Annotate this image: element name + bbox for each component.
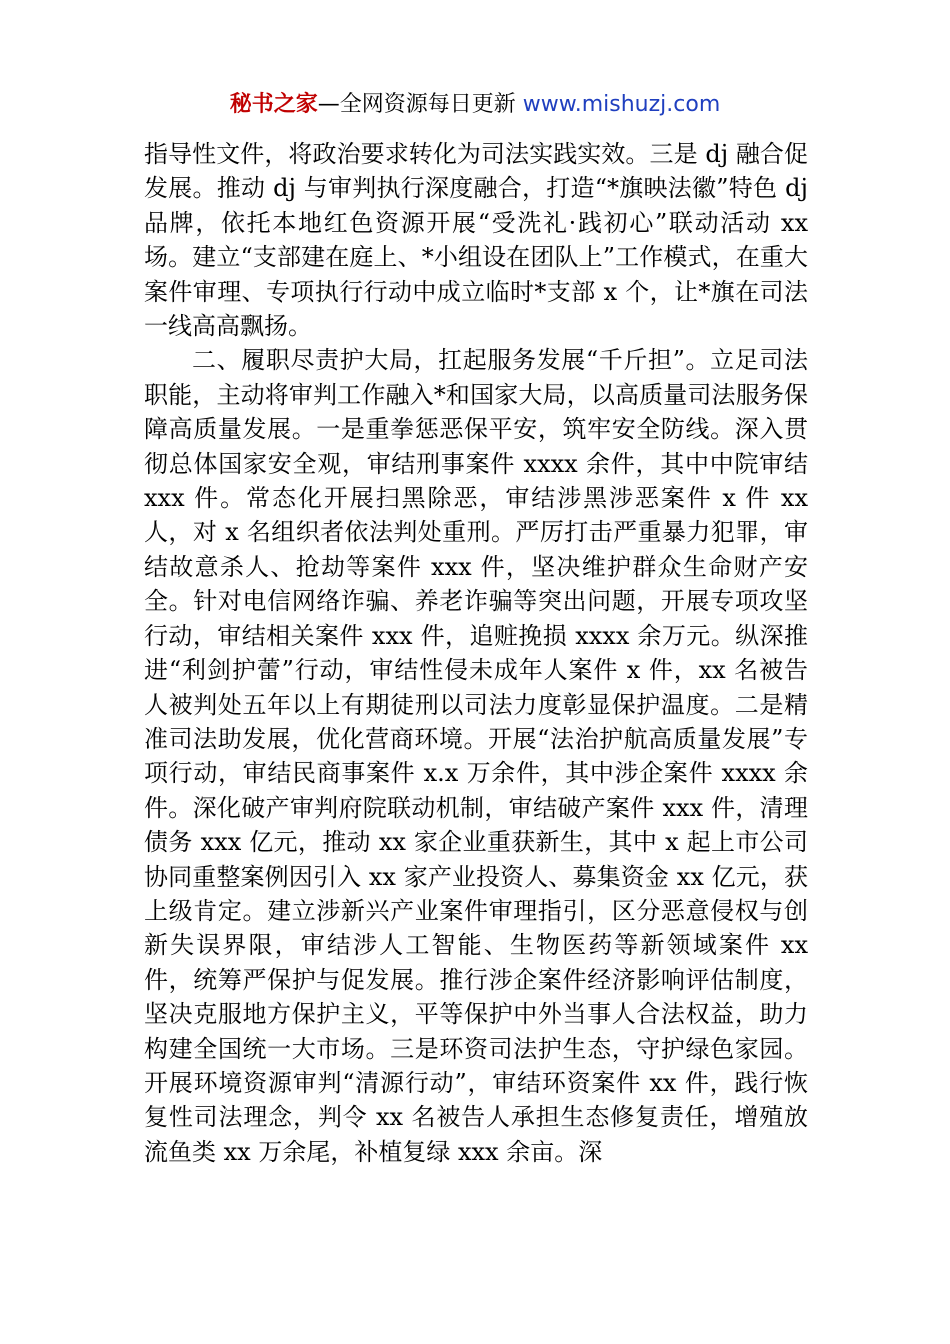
site-header — [0, 88, 950, 122]
site-url-link[interactable]: www.mishuzj.com — [522, 92, 721, 117]
document-body — [144, 137, 808, 1169]
paragraph-continuation: 指导性文件，将政治要求转化为司法实践实效。三是 dj 融合促发展。推动 dj 与审判执行深度融合，打造“*旗映法徽”特色 dj 品牌，依托本地红色资源开展“受洗礼·践初心”联动活动 xx 场。建立“支部建在庭上、*小组设在团队上”工作模式，在重大案件审理、专项执行行动中成立临时*支部 x 个，让*旗在司法一线高高飘扬。 — [144, 140, 808, 341]
brand-name: 秘书之家 — [229, 92, 318, 117]
header-tagline: —全网资源每日更新 — [317, 92, 523, 117]
paragraph-section-two: 二、履职尽责护大局，扛起服务发展“千斤担”。立足司法职能，主动将审判工作融入*和国家大局，以高质量司法服务保障高质量发展。一是重拳惩恶保平安，筑牢安全防线。深入贯彻总体国家安全观，审结刑事案件 xxxx 余件，其中中院审结 xxx 件。常态化开展扫黑除恶，审结涉黑涉恶案件 x 件 xx 人，对 x 名组织者依法判处重刑。严厉打击严重暴力犯罪，审结故意杀人、抢劫等案件 xxx 件，坚决维护群众生命财产安全。针对电信网络诈骗、养老诈骗等突出问题，开展专项攻坚行动，审结相关案件 xxx 件，追赃挽损 xxxx 余万元。纵深推进“利剑护蕾”行动，审结性侵未成年人案件 x 件，xx 名被告人被判处五年以上有期徒刑以司法力度彰显保护温度。二是精准司法助发展，优化营商环境。开展“法治护航高质量发展”专项行动，审结民商事案件 x.x 万余件，其中涉企案件 xxxx 余件。深化破产审判府院联动机制，审结破产案件 xxx 件，清理债务 xxx 亿元，推动 xx 家企业重获新生，其中 x 起上市公司协同重整案例因引入 xx 家产业投资人、募集资金 xx 亿元，获上级肯定。建立涉新兴产业案件审理指引，区分恶意侵权与创新失误界限，审结涉人工智能、生物医药等新领域案件 xx 件，统筹严保护与促发展。推行涉企案件经济影响评估制度，坚决克服地方保护主义，平等保护中外当事人合法权益，助力构建全国统一大市场。三是环资司法护生态，守护绿色家园。开展环境资源审判“清源行动”，审结环资案件 xx 件，践行恢复性司法理念，判令 xx 名被告人承担生态修复责任，增殖放流鱼类 xx 万余尾，补植复绿 xxx 余亩。深 — [144, 346, 808, 1166]
